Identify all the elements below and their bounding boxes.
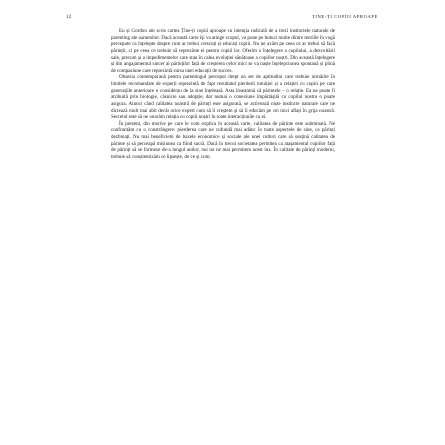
running-title: ȚINE-ȚI COPIII APROAPE: [311, 14, 378, 19]
paragraph: Eu și Gordon am scris cartea Ține-ți copiii aproape cu intenția radicală de a trezi instinctele naturale de parenting ale oamenilor. Dacă această carte își va atinge scopul, va pune pe butuci multe dintre teoriile în vogă percepute ca înțelepte despre cum ar trebui crescuți și educați copiii. Nu ne axăm pe ceea ce ar trebui să facă părinții, ci pe ceea ce trebuie să reprezinte ei pentru copiii lor. Oferim o înțelegere a copilului, a dezvoltării sale, precum și a impedimentelor care stau în calea evoluției sănătoase a copiilor noștri. Din această înțelegere și din angajamentul sincer al părinților față de creșterea celor mici se va naște înțelepciunea spontană și plină de compasiune care reprezintă sursa unei educații de succes.: [111, 28, 335, 74]
body-text: [111, 28, 335, 161]
paragraph: În prezent, din motive pe care le vom explica în această carte, calitatea de părinte este subminată. Ne confruntăm cu o constrângere: pierderea care ne cufundă mai adânc în toate aspectele de sine, ca părinți dezbinați. Nu mai beneficiem de bazele economice și sociale ale unei culturi care să susțină calitatea de părinte și să perceapă misiunea ca fiind sacră. Dacă în trecut societatea permitea ca atașamentul copiilor față de părinți să se formeze de-a lungul anilor, noi nu ne mai permitem acest lux. În calitate de părinți moderni, trebuie să conștientizăm ce lipsește, de ce și cum.: [111, 120, 335, 160]
page-number: 12: [66, 14, 72, 20]
paragraph: Obsesia contemporană pentru parentingul perceput drept un set de aptitudini care trebuie urmărite în limitele recomandate de experți reprezintă de fapt rezultatul pierderii intuiției și a relației cu copiii pe care generațiile anterioare o considerau de la sine înțeleasă. Asta înseamnă că părintele – o relație. Ea ne poate fi atribuită prin biologie, căsnicie sau adopție, dar numai o conexiune împărtășită cu copilul nostru o poate asigura. Atunci când calitatea noastră de părinți este asigurată, se activează niște instincte naturale care ne dictează mult mai abil decât orice expert cum să îi creștem și să îi educăm pe cei mici aflați în grija noastră. Secretul este să ne onorăm relația cu copiii noștri în toate interacțiunile cu ei.: [111, 74, 335, 121]
page-header: [66, 14, 378, 24]
